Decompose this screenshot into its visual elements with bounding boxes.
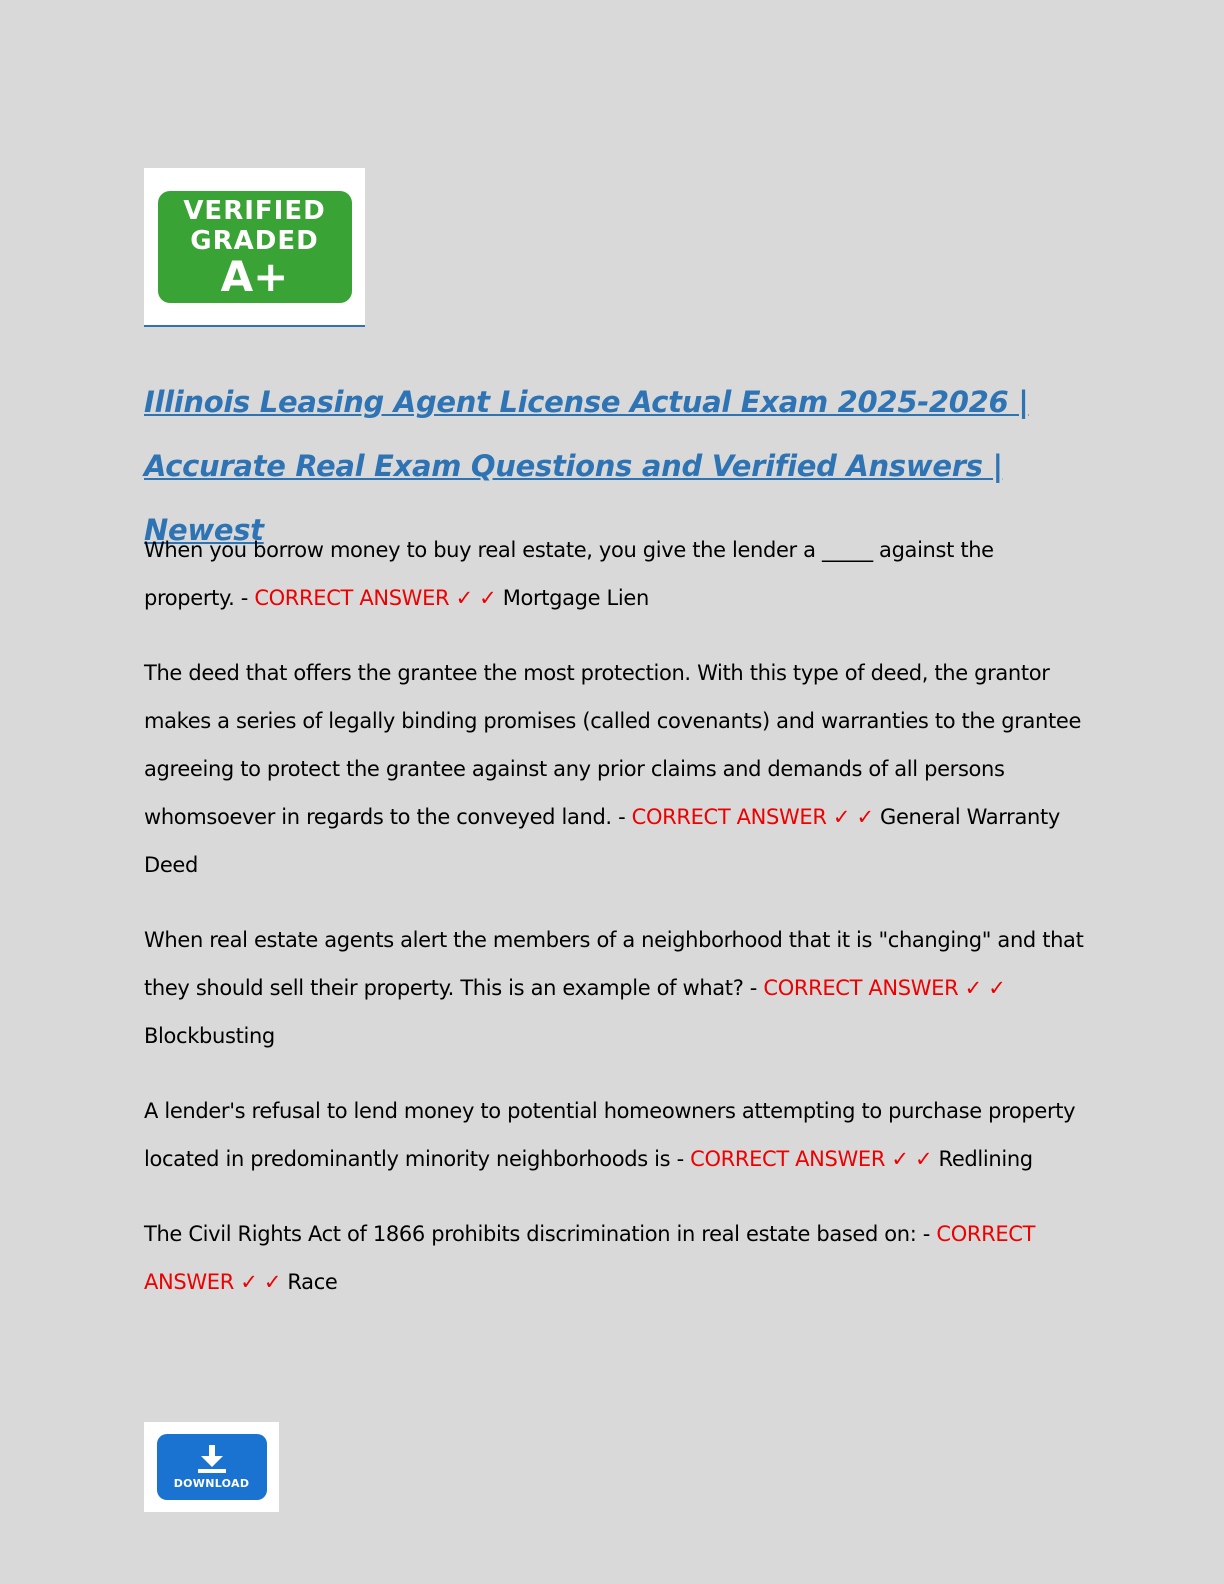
title-line-2[interactable]: Accurate Real Exam Questions and Verified Answers | Newest <box>144 449 1003 547</box>
answer-text: Mortgage Lien <box>496 586 649 610</box>
answer-text: Blockbusting <box>144 1024 275 1048</box>
download-label: DOWNLOAD <box>173 1477 250 1490</box>
title-line-1[interactable]: Illinois Leasing Agent License Actual Exam 2025-2026 | <box>144 385 1029 419</box>
correct-answer-label: CORRECT ANSWER ✓ ✓ <box>690 1147 933 1171</box>
download-button[interactable] <box>157 1434 267 1500</box>
qa-item <box>144 649 1084 889</box>
qa-item <box>144 526 1084 622</box>
qa-item <box>144 1087 1084 1183</box>
question-text: When real estate agents alert the members of a neighborhood that it is "changing" and that they should sell their property. This is an example of what? - <box>144 928 1084 1000</box>
qa-list <box>144 526 1084 1333</box>
question-text: The deed that offers the grantee the most protection. With this type of deed, the grantor makes a series of legally binding promises (called covenants) and warranties to the grantee agreeing to protect the grantee against any prior claims and demands of all persons whomsoever in regards to the conveyed land. - <box>144 661 1082 829</box>
verified-badge-frame <box>144 168 365 325</box>
question-text: The Civil Rights Act of 1866 prohibits discrimination in real estate based on: - <box>144 1222 937 1246</box>
answer-text: Redlining <box>932 1147 1033 1171</box>
question-text: When you borrow money to buy real estate, you give the lender a _____ against the property. - <box>144 538 994 610</box>
correct-answer-label: CORRECT ANSWER ✓ ✓ <box>631 805 874 829</box>
correct-answer-label: CORRECT ANSWER ✓ ✓ <box>763 976 1006 1000</box>
verified-graded-badge <box>158 191 352 303</box>
answer-text: General Warranty Deed <box>144 805 1060 877</box>
badge-line-grade: A+ <box>220 251 289 301</box>
badge-line-verified: VERIFIED <box>183 195 326 226</box>
answer-text: Race <box>281 1270 338 1294</box>
badge-link-underline <box>144 325 365 327</box>
download-button-frame[interactable] <box>144 1422 279 1512</box>
correct-answer-label: CORRECT ANSWER ✓ ✓ <box>254 586 497 610</box>
qa-item <box>144 1210 1084 1306</box>
download-arrow-icon <box>195 1444 229 1474</box>
badge-line-graded: GRADED <box>190 225 319 256</box>
verified-badge-link[interactable] <box>144 168 365 328</box>
correct-answer-label: CORRECT ANSWER ✓ ✓ <box>144 1222 1036 1294</box>
question-text: A lender's refusal to lend money to potential homeowners attempting to purchase property located in predominantly minority neighborhoods is - <box>144 1099 1076 1171</box>
qa-item <box>144 916 1084 1060</box>
